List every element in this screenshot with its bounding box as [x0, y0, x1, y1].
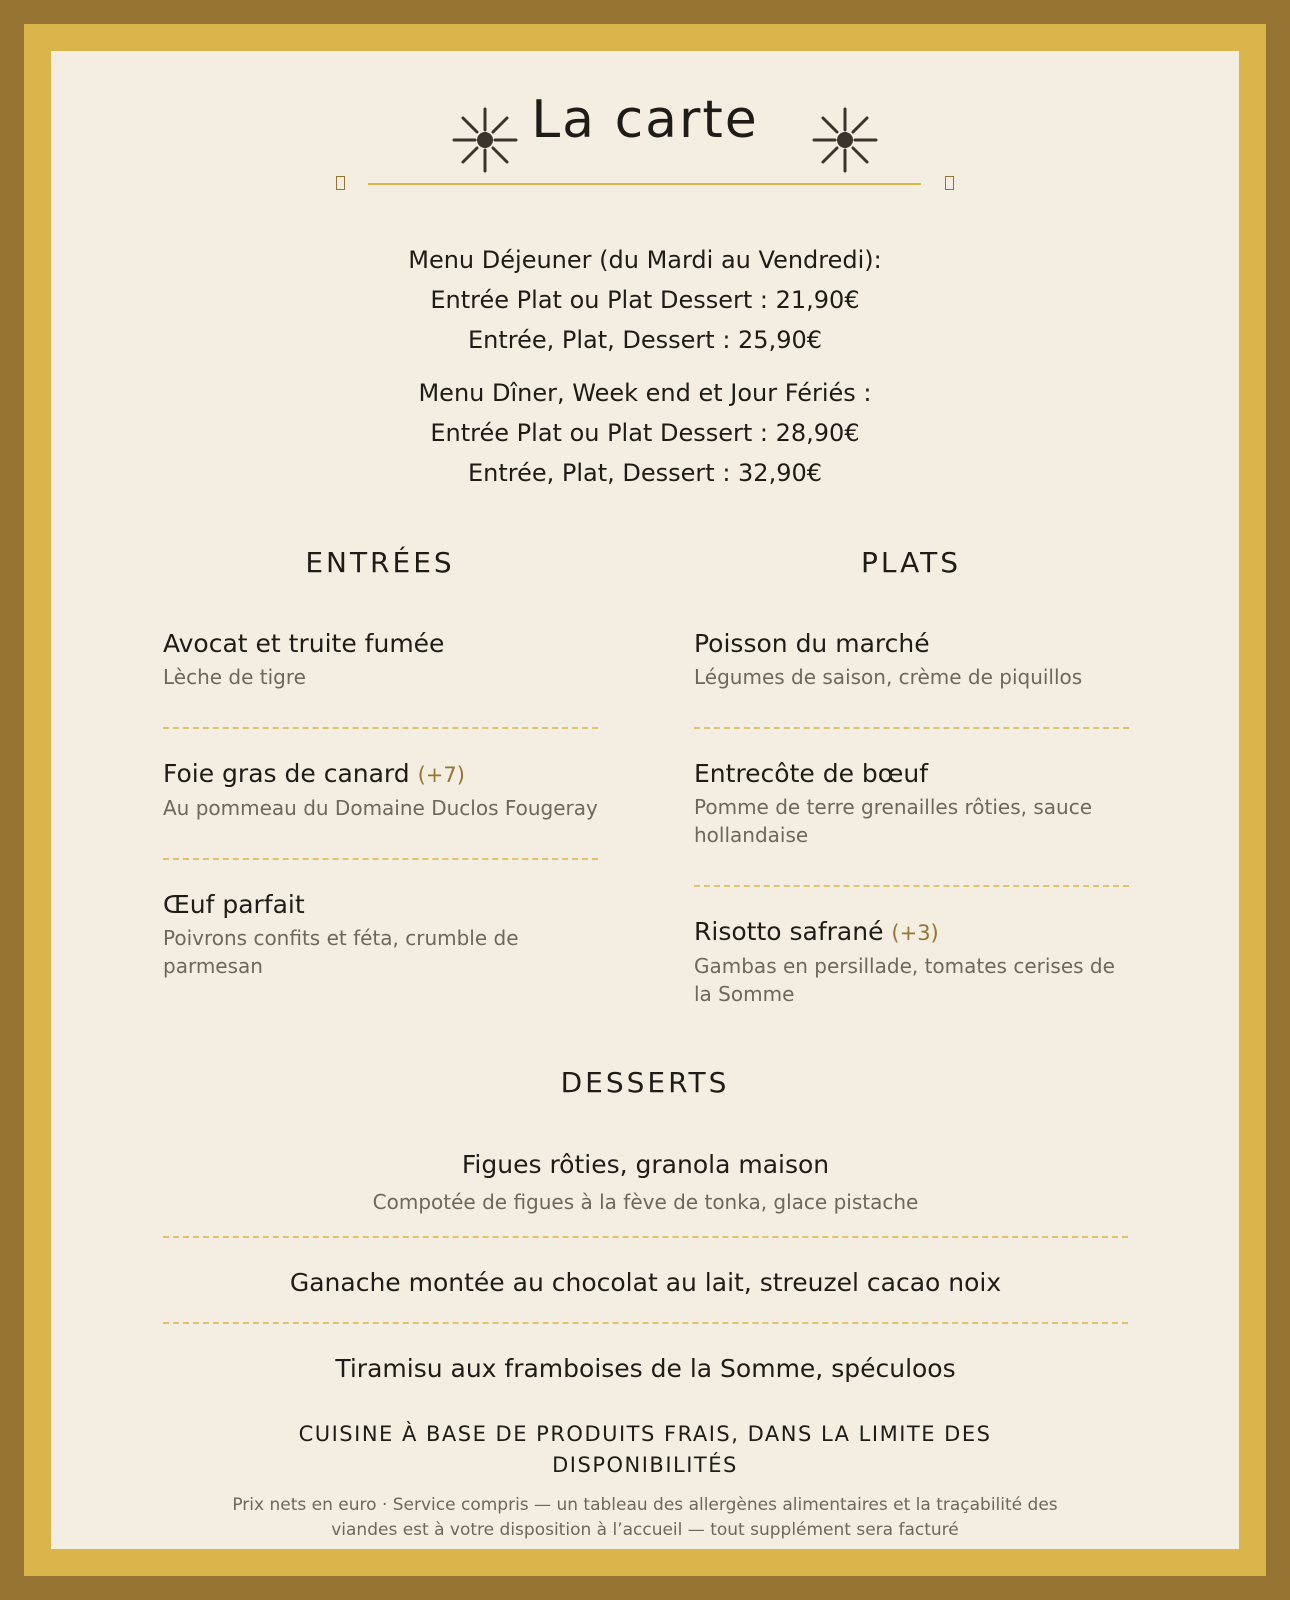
entrees-column — [163, 627, 598, 980]
section-title-plats: PLATS — [861, 546, 961, 579]
menu-item — [163, 627, 598, 691]
dinner-two-course-price: Entrée Plat ou Plat Dessert : 28,90€ — [430, 419, 860, 447]
plats-column — [694, 627, 1129, 1008]
page-title: La carte — [531, 90, 759, 150]
dessert-item — [163, 1148, 1128, 1216]
menu-item — [694, 627, 1129, 691]
dessert-item — [163, 1266, 1128, 1300]
menu-item-name: Avocat et truite fumée — [163, 629, 445, 658]
menu-item — [163, 888, 598, 980]
item-divider — [163, 727, 598, 729]
menu-item-name: Tiramisu aux framboises de la Somme, spéculoos — [335, 1354, 956, 1383]
supplement-price: (+7) — [417, 763, 465, 787]
menu-item-name: Ganache montée au chocolat au lait, streuzel cacao noix — [289, 1268, 1002, 1297]
menu-item-name: Foie gras de canard — [163, 759, 410, 788]
menu-item-description: Au pommeau du Domaine Duclos Fougeray — [163, 796, 598, 820]
fresh-products-note: CUISINE À BASE DE PRODUITS FRAIS, DANS LA LIMITE DES DISPONIBILITÉS — [298, 1422, 992, 1477]
lunch-two-course-price: Entrée Plat ou Plat Dessert : 21,90€ — [430, 286, 860, 314]
sun-icon — [811, 106, 879, 174]
supplement-price: (+3) — [891, 921, 939, 945]
menu-item-description: Poivrons confits et féta, crumble de parmesan — [163, 926, 519, 978]
lunch-menu-heading: Menu Déjeuner (du Mardi au Vendredi): — [408, 246, 882, 274]
rule-end-ornament — [336, 176, 345, 190]
section-title-entrees: ENTRÉES — [305, 546, 455, 579]
menu-item-name: Entrecôte de bœuf — [694, 759, 929, 788]
item-divider — [163, 858, 598, 860]
dinner-three-course-price: Entrée, Plat, Dessert : 32,90€ — [467, 459, 823, 487]
dessert-item — [163, 1352, 1128, 1386]
rule-end-ornament — [945, 176, 954, 190]
menu-item — [163, 757, 598, 822]
menu-item — [694, 915, 1129, 1008]
menu-item-name: Œuf parfait — [163, 890, 305, 919]
menu-item-description: Pomme de terre grenailles rôties, sauce hollandaise — [694, 795, 1093, 847]
menu-item-name: Figues rôties, granola maison — [461, 1150, 830, 1179]
lunch-three-course-price: Entrée, Plat, Dessert : 25,90€ — [467, 326, 823, 354]
item-divider — [694, 885, 1129, 887]
item-divider — [694, 727, 1129, 729]
menu-item-description: Légumes de saison, crème de piquillos — [694, 665, 1083, 689]
menu-item-name: Poisson du marché — [694, 629, 930, 658]
menu-item-description: Compotée de figues à la fève de tonka, glace pistache — [372, 1190, 919, 1214]
menu-item — [694, 757, 1129, 849]
fine-print: Prix nets en euro · Service compris — un tableau des allergènes alimentaires et la traçabilité des viandes est à votre disposition à l’accueil — tout supplément sera facturé — [232, 1495, 1058, 1540]
item-divider — [163, 1236, 1128, 1238]
section-title-desserts: DESSERTS — [560, 1066, 730, 1099]
menu-item-name: Risotto safrané — [694, 917, 884, 946]
menu-item-description: Gambas en persillade, tomates cerises de la Somme — [694, 954, 1115, 1006]
menu-item-description: Lèche de tigre — [163, 665, 306, 689]
title-divider — [368, 183, 921, 185]
pricing-block — [0, 240, 1290, 493]
item-divider — [163, 1322, 1128, 1324]
header — [0, 88, 1290, 152]
dinner-menu-heading: Menu Dîner, Week end et Jour Fériés : — [418, 379, 872, 407]
